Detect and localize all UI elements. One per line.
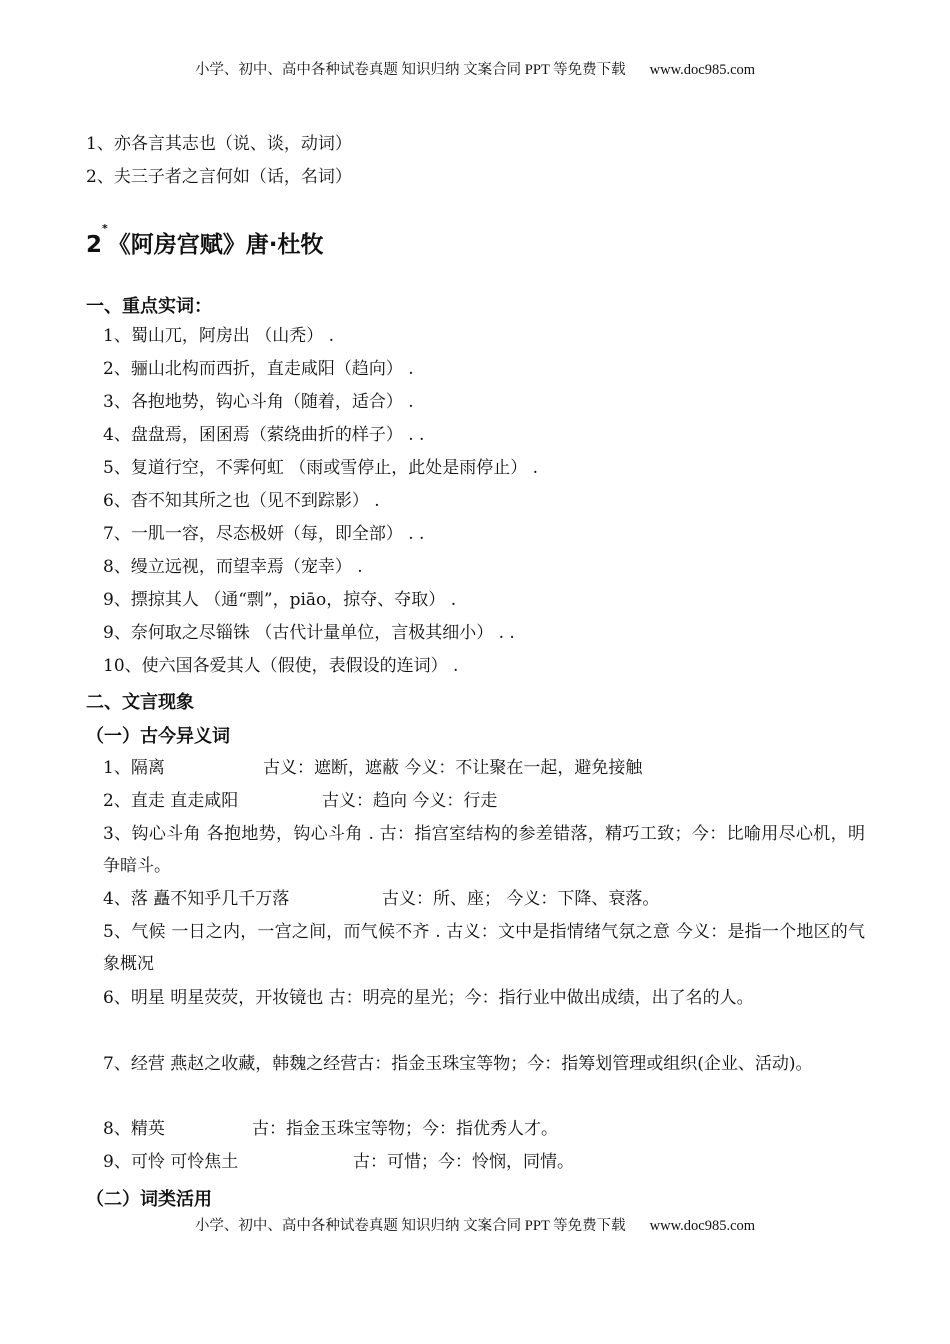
meaning: 古义：趋向 今义：行走 [322, 791, 498, 811]
list-item: 8、缦立远视，而望幸焉（宠幸） . [103, 557, 363, 577]
term: 9、可怜 可怜焦土 [103, 1152, 239, 1172]
term: 2、直走 直走咸阳 [103, 791, 239, 811]
list-item: 9、奈何取之尽锱铢 （古代计量单位，言极其细小） . . [103, 623, 515, 643]
list-item: 1、蜀山兀，阿房出 （山秃） . [103, 326, 335, 346]
list-item: 4、盘盘焉，囷囷焉（萦绕曲折的样子） . . [103, 425, 425, 445]
header-text: 小学、初中、高中各种试卷真题 知识归纳 文案合同 PPT 等免费下载 [194, 62, 626, 78]
term: 4、落 矗不知乎几千万落 [103, 889, 290, 909]
list-item: 3、钩心斗角 各抱地势，钩心斗角 . 古：指宫室结构的参差错落，精巧工致；今：比喻用尽心机，明争暗斗。 [103, 824, 865, 876]
subsection-heading: （二）词类活用 [86, 1189, 212, 1210]
page-header [0, 58, 950, 79]
prev-item: 1、亦各言其志也（说、谈，动词） [86, 134, 352, 154]
list-item: 5、复道行空，不霁何虹 （雨或雪停止，此处是雨停止） . [103, 458, 539, 478]
meaning: 古：可惜；今：怜悯，同情。 [353, 1152, 574, 1172]
list-item: 7、一肌一容，尽态极妍（每，即全部） . . [103, 524, 425, 544]
footer-url[interactable]: www.doc985.com [649, 1218, 756, 1234]
page-footer [0, 1214, 950, 1235]
header-url[interactable]: www.doc985.com [649, 62, 756, 78]
lesson-mark: * [102, 222, 108, 235]
term: 1、隔离 [103, 758, 165, 778]
meaning: 古义：所、座； 今义：下降、衰落。 [382, 889, 660, 909]
meaning: 古：指金玉珠宝等物；今：指优秀人才。 [252, 1119, 558, 1139]
list-item: 9、摽掠其人 （通“剽”，piāo，掠夺、夺取） . [103, 590, 457, 610]
lesson-title-text: 《阿房宫赋》唐·杜牧 [107, 232, 324, 258]
list-item: 10、使六国各爱其人（假使，表假设的连词） . [103, 656, 459, 676]
list-item: 6、杳不知其所之也（见不到踪影） . [103, 491, 380, 511]
prev-item: 2、夫三子者之言何如（话，名词） [86, 167, 352, 187]
list-item: 6、明星 明星荧荧，开妆镜也 古：明亮的星光；今：指行业中做出成绩，出了名的人。 [103, 988, 754, 1008]
subsection-heading: （一）古今异义词 [86, 726, 230, 747]
lesson-title [86, 222, 324, 259]
meaning: 古义：遮断，遮蔽 今义：不让聚在一起，避免接触 [263, 758, 643, 778]
list-item: 5、气候 一日之内，一宫之间，而气候不齐 . 古义：文中是指情绪气氛之意 今义：是指一个地区的气象概况 [103, 922, 865, 974]
list-item: 2、骊山北构而西折，直走咸阳（趋向） . [103, 359, 414, 379]
section-heading: 一、重点实词： [86, 296, 212, 317]
footer-text: 小学、初中、高中各种试卷真题 知识归纳 文案合同 PPT 等免费下载 [194, 1218, 626, 1234]
lesson-number: 2 [86, 232, 103, 258]
list-item: 7、经营 燕赵之收藏，韩魏之经营古：指金玉珠宝等物；今：指筹划管理或组织(企业、活动)。 [103, 1054, 813, 1074]
section-heading: 二、文言现象 [86, 692, 194, 713]
term: 8、精英 [103, 1119, 165, 1139]
list-item: 3、各抱地势，钩心斗角（随着，适合） . [103, 392, 414, 412]
